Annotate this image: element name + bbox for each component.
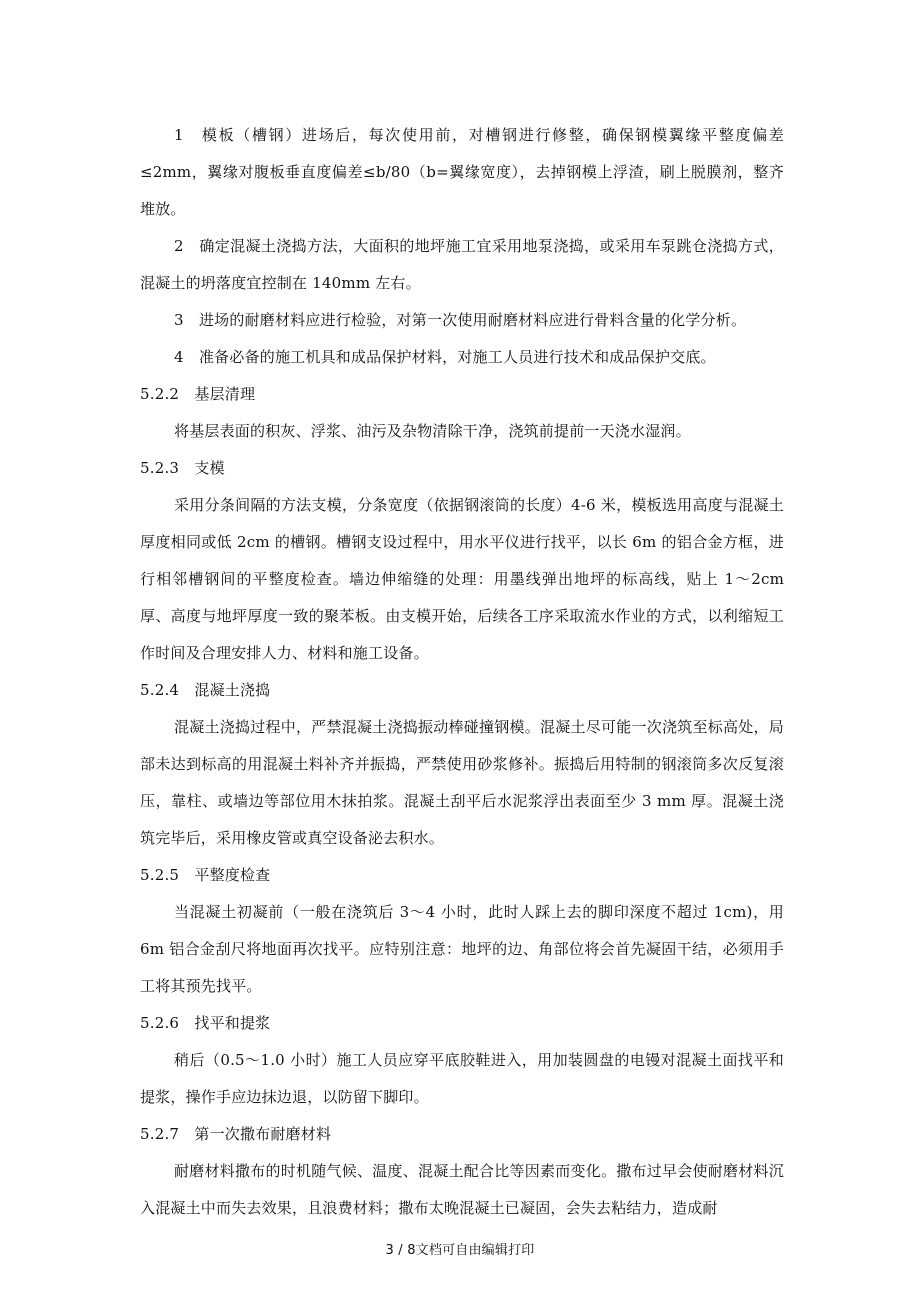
section-heading-5-2-4: 5.2.4 混凝土浇捣 xyxy=(140,681,271,699)
section-heading-5-2-3: 5.2.3 支模 xyxy=(140,459,225,477)
section-text-5-2-5: 当混凝土初凝前（一般在浇筑后 3～4 小时，此时人踩上去的脚印深度不超过 1cm)，用 6m 铝合金刮尺将地面再次找平。应特别注意：地坪的边、角部位将会首先凝固干结，必须用手工将其预先找平。 xyxy=(140,903,784,995)
section-heading-5-2-7: 5.2.7 第一次撒布耐磨材料 xyxy=(140,1125,332,1143)
section-text-5-2-7: 耐磨材料撒布的时机随气候、温度、混凝土配合比等因素而变化。撒布过早会使耐磨材料沉入混凝土中而失去效果，且浪费材料；撒布太晚混凝土已凝固，会失去粘结力，造成耐 xyxy=(140,1162,784,1217)
paragraph-item-2: 2 确定混凝土浇捣方法，大面积的地坪施工宜采用地泵浇捣，或采用车泵跳仓浇捣方式，混凝土的坍落度宜控制在 140mm 左右。 xyxy=(140,237,784,292)
paragraph-item-3: 3 进场的耐磨材料应进行检验，对第一次使用耐磨材料应进行骨料含量的化学分析。 xyxy=(174,311,747,329)
section-text-5-2-3: 采用分条间隔的方法支模，分条宽度（依据钢滚筒的长度）4-6 米，模板选用高度与混凝土厚度相同或低 2cm 的槽钢。槽钢支设过程中，用水平仪进行找平，以长 6m 的铝合金方框，进行相邻槽钢间的平整度检查。墙边伸缩缝的处理：用墨线弹出地坪的标高线，贴上 1～2cm 厚、高度与地坪厚度一致的聚苯板。由支模开始，后续各工序采取流水作业的方式，以利缩短工作时间及合理安排人力、材料和施工设备。 xyxy=(140,496,784,662)
section-text-5-2-6: 稍后（0.5～1.0 小时）施工人员应穿平底胶鞋进入，用加装圆盘的电镘对混凝土面找平和提浆，操作手应边抹边退，以防留下脚印。 xyxy=(140,1051,784,1106)
page-footer: 3 / 8文档可自由编辑打印 xyxy=(385,1243,535,1258)
section-heading-5-2-2: 5.2.2 基层清理 xyxy=(140,385,256,403)
section-text-5-2-2: 将基层表面的积灰、浮浆、油污及杂物清除干净，浇筑前提前一天浇水湿润。 xyxy=(174,422,691,440)
paragraph-item-1: 1 模板（槽钢）进场后，每次使用前，对槽钢进行修整，确保钢模翼缘平整度偏差≤2mm，翼缘对腹板垂直度偏差≤b/80（b=翼缘宽度），去掉钢模上浮渣，刷上脱膜剂，整齐堆放。 xyxy=(140,126,784,218)
section-heading-5-2-6: 5.2.6 找平和提浆 xyxy=(140,1014,271,1032)
section-heading-5-2-5: 5.2.5 平整度检查 xyxy=(140,866,271,884)
section-text-5-2-4: 混凝土浇捣过程中，严禁混凝土浇捣振动棒碰撞钢模。混凝土尽可能一次浇筑至标高处，局部未达到标高的用混凝土料补齐并振捣，严禁使用砂浆修补。振捣后用特制的钢滚筒多次反复滚压，靠柱、或墙边等部位用木抹拍浆。混凝土刮平后水泥浆浮出表面至少 3 mm 厚。混凝土浇筑完毕后，采用橡皮管或真空设备泌去积水。 xyxy=(140,718,784,847)
document-body xyxy=(140,117,784,1227)
paragraph-item-4: 4 准备必备的施工机具和成品保护材料，对施工人员进行技术和成品保护交底。 xyxy=(174,348,716,366)
